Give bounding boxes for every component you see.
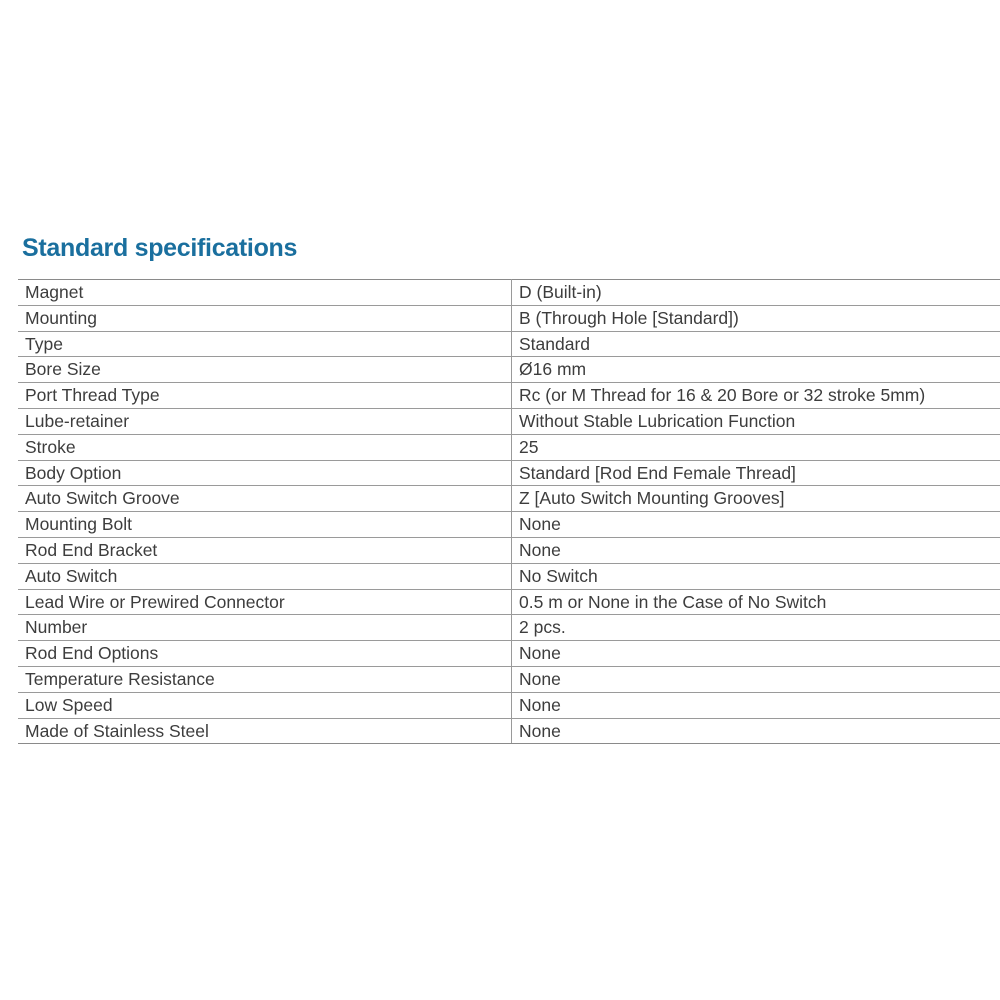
spec-value: None <box>512 641 1000 667</box>
spec-table <box>18 279 1000 744</box>
table-row <box>18 434 1000 460</box>
spec-label: Temperature Resistance <box>18 666 512 692</box>
table-row <box>18 563 1000 589</box>
spec-label: Auto Switch <box>18 563 512 589</box>
table-row <box>18 615 1000 641</box>
spec-value: None <box>512 692 1000 718</box>
spec-value: Standard <box>512 331 1000 357</box>
spec-value: 2 pcs. <box>512 615 1000 641</box>
spec-label: Made of Stainless Steel <box>18 718 512 744</box>
spec-label: Lube-retainer <box>18 408 512 434</box>
table-row <box>18 718 1000 744</box>
table-row <box>18 692 1000 718</box>
table-row <box>18 666 1000 692</box>
table-row <box>18 280 1000 306</box>
spec-label: Type <box>18 331 512 357</box>
spec-label: Mounting <box>18 305 512 331</box>
spec-value: D (Built-in) <box>512 280 1000 306</box>
spec-value: Without Stable Lubrication Function <box>512 408 1000 434</box>
spec-label: Stroke <box>18 434 512 460</box>
spec-label: Bore Size <box>18 357 512 383</box>
spec-label: Number <box>18 615 512 641</box>
spec-label: Rod End Options <box>18 641 512 667</box>
spec-value: Standard [Rod End Female Thread] <box>512 460 1000 486</box>
table-row <box>18 641 1000 667</box>
spec-value: Rc (or M Thread for 16 & 20 Bore or 32 stroke 5mm) <box>512 383 1000 409</box>
spec-label: Magnet <box>18 280 512 306</box>
table-row <box>18 486 1000 512</box>
spec-label: Lead Wire or Prewired Connector <box>18 589 512 615</box>
spec-label: Port Thread Type <box>18 383 512 409</box>
table-row <box>18 589 1000 615</box>
table-row <box>18 357 1000 383</box>
table-row <box>18 512 1000 538</box>
spec-label: Rod End Bracket <box>18 537 512 563</box>
spec-value: None <box>512 666 1000 692</box>
table-row <box>18 331 1000 357</box>
spec-value: 0.5 m or None in the Case of No Switch <box>512 589 1000 615</box>
spec-label: Mounting Bolt <box>18 512 512 538</box>
table-row <box>18 460 1000 486</box>
spec-value: None <box>512 718 1000 744</box>
spec-label: Body Option <box>18 460 512 486</box>
spec-label: Low Speed <box>18 692 512 718</box>
spec-value: None <box>512 512 1000 538</box>
spec-value: No Switch <box>512 563 1000 589</box>
table-row <box>18 408 1000 434</box>
spec-value: Ø16 mm <box>512 357 1000 383</box>
spec-value: B (Through Hole [Standard]) <box>512 305 1000 331</box>
page-title: Standard specifications <box>22 234 298 262</box>
spec-value: 25 <box>512 434 1000 460</box>
table-row <box>18 383 1000 409</box>
spec-value: None <box>512 537 1000 563</box>
spec-label: Auto Switch Groove <box>18 486 512 512</box>
spec-value: Z [Auto Switch Mounting Grooves] <box>512 486 1000 512</box>
table-row <box>18 305 1000 331</box>
table-row <box>18 537 1000 563</box>
